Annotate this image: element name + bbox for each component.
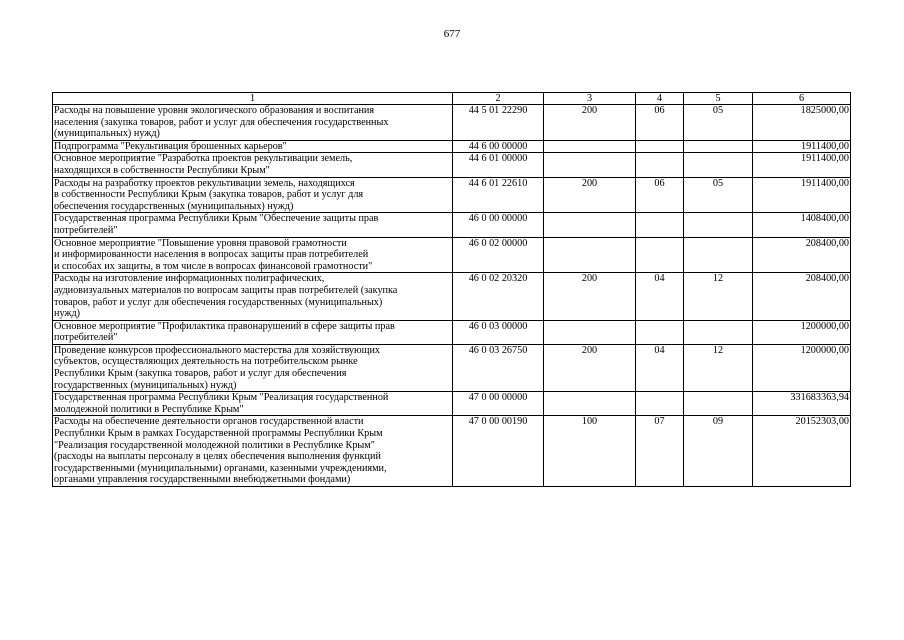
row-rz-cell — [636, 140, 684, 153]
row-rz-cell — [636, 213, 684, 237]
row-name-line: Республики Крым в рамках Государственной программы Республики Крым — [54, 428, 383, 440]
table-row — [53, 237, 851, 273]
row-name-line: Государственная программа Республики Крым "Реализация государственной — [54, 392, 389, 404]
budget-table — [52, 92, 851, 487]
row-pr-cell: 05 — [684, 177, 753, 213]
header-cell: 1 — [53, 93, 453, 105]
row-name-line: Расходы на обеспечение деятельности органов государственной власти — [54, 416, 364, 428]
row-name-line: Основное мероприятие "Профилактика правонарушений в сфере защиты прав — [54, 320, 395, 332]
row-vr-cell — [544, 320, 636, 344]
row-rz-cell: 07 — [636, 416, 684, 487]
row-code-cell: 44 6 00 00000 — [453, 140, 544, 153]
row-amount-cell: 1911400,00 — [753, 177, 851, 213]
row-name-line: в собственности Республики Крым (закупка товаров, работ и услуг для — [54, 189, 364, 201]
row-name-cell — [53, 153, 453, 177]
table-row — [53, 177, 851, 213]
row-code-cell: 44 6 01 00000 — [453, 153, 544, 177]
row-amount-cell: 1200000,00 — [753, 344, 851, 391]
row-name-line: (расходы на выплаты персоналу в целях обеспечения выполнения функций — [54, 451, 381, 463]
row-name-cell — [53, 416, 453, 487]
row-name-cell — [53, 344, 453, 391]
row-name-cell — [53, 213, 453, 237]
row-code-cell: 47 0 00 00190 — [453, 416, 544, 487]
row-code-cell: 47 0 00 00000 — [453, 392, 544, 416]
table-row — [53, 140, 851, 153]
row-name-line: Государственная программа Республики Крым "Обеспечение защиты прав — [54, 213, 379, 225]
row-name-cell — [53, 105, 453, 141]
row-vr-cell: 200 — [544, 105, 636, 141]
row-name-line: государственными (муниципальными) органами, казенными учреждениями, — [54, 462, 387, 474]
row-amount-cell: 20152303,00 — [753, 416, 851, 487]
row-pr-cell: 09 — [684, 416, 753, 487]
row-code-cell: 46 0 00 00000 — [453, 213, 544, 237]
row-name-line: потребителей" — [54, 332, 118, 344]
row-name-line: государственных (муниципальных) нужд) — [54, 379, 237, 391]
table-row — [53, 153, 851, 177]
row-pr-cell — [684, 140, 753, 153]
row-name-cell — [53, 392, 453, 416]
row-pr-cell — [684, 320, 753, 344]
header-row — [53, 93, 851, 105]
row-rz-cell — [636, 320, 684, 344]
row-code-cell: 46 0 03 26750 — [453, 344, 544, 391]
row-amount-cell: 208400,00 — [753, 273, 851, 320]
row-name-line: Проведение конкурсов профессионального мастерства для хозяйствующих — [54, 344, 381, 356]
row-rz-cell — [636, 237, 684, 273]
row-name-line: Расходы на изготовление информационных полиграфических, — [54, 273, 325, 285]
table-body — [53, 105, 851, 487]
table-row — [53, 105, 851, 141]
row-vr-cell — [544, 237, 636, 273]
row-pr-cell: 12 — [684, 344, 753, 391]
row-code-cell: 46 0 02 00000 — [453, 237, 544, 273]
row-vr-cell: 200 — [544, 273, 636, 320]
row-vr-cell — [544, 140, 636, 153]
row-name-cell — [53, 140, 453, 153]
row-name-line: "Реализация государственной молодежной политики в Республике Крым" — [54, 439, 375, 451]
row-amount-cell: 1911400,00 — [753, 140, 851, 153]
row-code-cell: 46 0 02 20320 — [453, 273, 544, 320]
header-cell: 5 — [684, 93, 753, 105]
header-cell: 4 — [636, 93, 684, 105]
row-name-line: нужд) — [54, 308, 81, 320]
row-name-line: и способах их защиты, в том числе в вопросах финансовой грамотности" — [54, 260, 373, 272]
table-row — [53, 273, 851, 320]
row-name-line: и информированности населения в вопросах защиты прав потребителей — [54, 249, 369, 261]
table-row — [53, 344, 851, 391]
table-row — [53, 213, 851, 237]
header-cell: 6 — [753, 93, 851, 105]
row-vr-cell: 200 — [544, 344, 636, 391]
row-name-line: органами управления государственными внебюджетными фондами) — [54, 474, 351, 486]
row-name-line: Основное мероприятие "Разработка проектов рекультивации земель, — [54, 153, 353, 165]
row-name-line: Республики Крым (закупка товаров, работ и услуг для обеспечения — [54, 368, 347, 380]
row-vr-cell — [544, 153, 636, 177]
row-rz-cell: 04 — [636, 344, 684, 391]
row-name-cell — [53, 237, 453, 273]
row-pr-cell — [684, 213, 753, 237]
row-name-line: Подпрограмма "Рекультивация брошенных карьеров" — [54, 140, 287, 152]
row-amount-cell: 1911400,00 — [753, 153, 851, 177]
row-name-line: потребителей" — [54, 224, 118, 236]
row-name-line: населения (закупка товаров, работ и услуг для обеспечения государственных — [54, 116, 389, 128]
row-rz-cell — [636, 392, 684, 416]
row-vr-cell: 100 — [544, 416, 636, 487]
row-amount-cell: 208400,00 — [753, 237, 851, 273]
row-name-line: субъектов, осуществляющих деятельность на потребительском рынке — [54, 356, 358, 368]
row-vr-cell — [544, 392, 636, 416]
row-pr-cell: 05 — [684, 105, 753, 141]
table-row — [53, 392, 851, 416]
row-vr-cell: 200 — [544, 177, 636, 213]
row-pr-cell: 12 — [684, 273, 753, 320]
row-name-cell — [53, 177, 453, 213]
row-pr-cell — [684, 392, 753, 416]
row-name-line: товаров, работ и услуг для обеспечения государственных (муниципальных) — [54, 296, 383, 308]
row-name-line: обеспечения государственных (муниципальных) нужд) — [54, 200, 294, 212]
row-pr-cell — [684, 237, 753, 273]
row-amount-cell: 331683363,94 — [753, 392, 851, 416]
row-amount-cell: 1825000,00 — [753, 105, 851, 141]
row-rz-cell: 06 — [636, 105, 684, 141]
table-row — [53, 320, 851, 344]
row-rz-cell — [636, 153, 684, 177]
header-cell: 2 — [453, 93, 544, 105]
row-rz-cell: 04 — [636, 273, 684, 320]
row-code-cell: 46 0 03 00000 — [453, 320, 544, 344]
row-name-cell — [53, 320, 453, 344]
row-name-cell — [53, 273, 453, 320]
header-cell: 3 — [544, 93, 636, 105]
row-name-line: аудиовизуальных материалов по вопросам защиты прав потребителей (закупка — [54, 284, 398, 296]
row-name-line: молодежной политики в Республике Крым" — [54, 403, 244, 415]
page-number: 677 — [443, 28, 461, 40]
row-vr-cell — [544, 213, 636, 237]
row-name-line: Основное мероприятие "Повышение уровня правовой грамотности — [54, 237, 347, 249]
row-amount-cell: 1200000,00 — [753, 320, 851, 344]
row-code-cell: 44 5 01 22290 — [453, 105, 544, 141]
row-rz-cell: 06 — [636, 177, 684, 213]
row-name-line: Расходы на разработку проектов рекультивации земель, находящихся — [54, 177, 355, 189]
row-name-line: находящихся в собственности Республики Крым" — [54, 164, 270, 176]
row-name-line: (муниципальных) нужд) — [54, 128, 160, 140]
row-code-cell: 44 6 01 22610 — [453, 177, 544, 213]
row-amount-cell: 1408400,00 — [753, 213, 851, 237]
row-pr-cell — [684, 153, 753, 177]
row-name-line: Расходы на повышение уровня экологического образования и воспитания — [54, 105, 375, 116]
table-row — [53, 416, 851, 487]
